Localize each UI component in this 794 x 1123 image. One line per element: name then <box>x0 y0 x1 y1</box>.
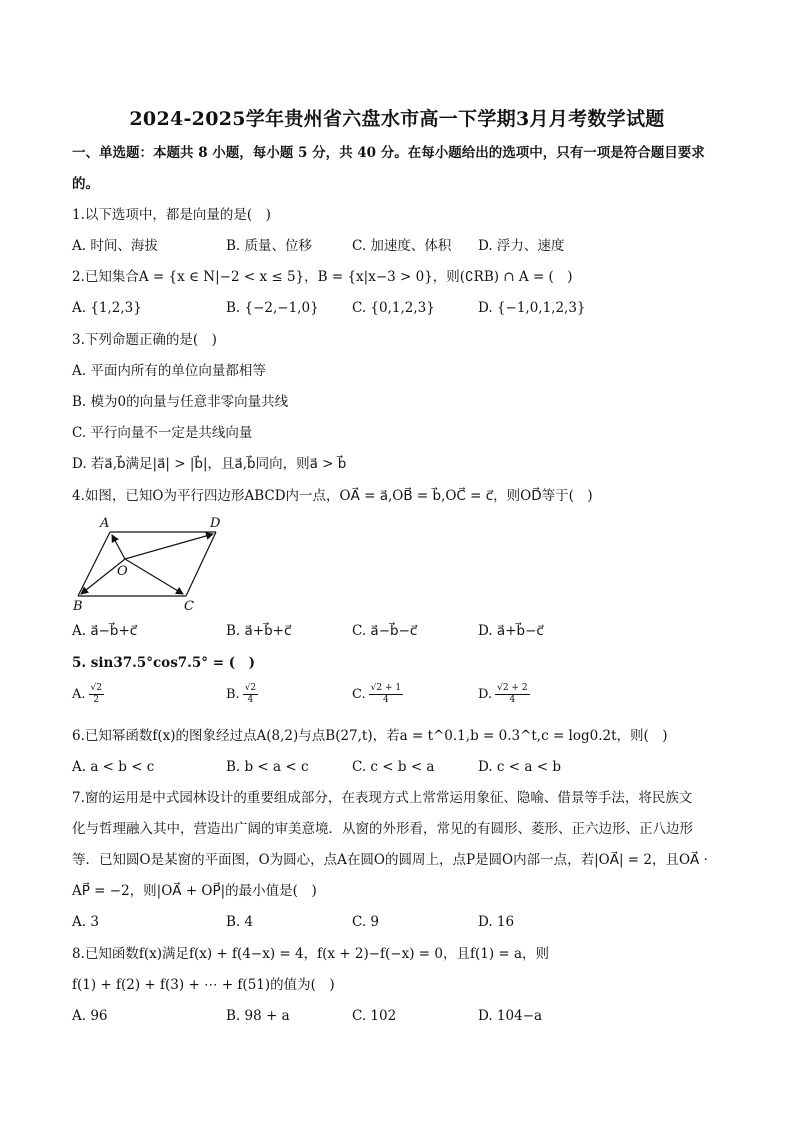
page-title: 2024-2025学年贵州省六盘水市高一下学期3月月考数学试题 <box>129 108 665 130</box>
question-4-stem: 4.如图，已知O为平行四边形ABCD内一点，OA⃗ = a⃗,OB⃗ = b⃗,OC⃗ = c⃗，则OD⃗等于( ) <box>72 488 593 504</box>
question-3-option-a: A. 平面内所有的单位向量都相等 <box>72 363 266 379</box>
question-5-option-c <box>352 683 403 706</box>
fraction-denominator: 4 <box>509 695 516 705</box>
vector-oc <box>125 559 183 594</box>
fraction-denominator: 4 <box>382 695 389 705</box>
vector-oa <box>112 535 125 559</box>
question-6-option-b: B. b < a < c <box>226 759 309 775</box>
section-instruction-line-2: 的。 <box>72 176 99 192</box>
option-label: B. <box>226 687 240 702</box>
fraction-numerator: √2 <box>244 683 257 693</box>
question-7-option-a: A. 3 <box>72 914 99 930</box>
question-2-option-b: B. {−2,−1,0} <box>226 300 319 316</box>
question-1-option-d: D. 浮力、速度 <box>478 238 565 254</box>
question-8-option-a: A. 96 <box>72 1008 108 1024</box>
fraction-numerator: √2 <box>90 683 102 693</box>
fraction-numerator: √2 + 1 <box>370 683 402 693</box>
question-4-option-a: A. a⃗−b⃗+c⃗ <box>72 623 138 639</box>
question-8-option-c: C. 102 <box>352 1008 397 1024</box>
option-label: D. <box>478 687 493 702</box>
label-d: D <box>210 516 221 531</box>
question-7-option-c: C. 9 <box>352 914 380 930</box>
label-a: A <box>100 516 110 531</box>
fraction-numerator: √2 + 2 <box>497 683 528 693</box>
question-4-option-d: D. a⃗+b⃗−c⃗ <box>478 623 544 639</box>
edge-ab <box>78 532 110 596</box>
question-6-option-a: A. a < b < c <box>72 759 155 775</box>
question-4-option-b: B. a⃗+b⃗+c⃗ <box>226 623 292 639</box>
question-7-option-b: B. 4 <box>226 914 254 930</box>
question-8-line-1: 8.已知函数f(x)满足f(x) + f(4−x) = 4，f(x + 2)−f(−x) = 0，且f(1) = a，则 <box>72 946 550 962</box>
question-3-option-b: B. 模为0的向量与任意非零向量共线 <box>72 394 289 410</box>
question-5-option-a <box>72 683 104 706</box>
question-3-option-c: C. 平行向量不一定是共线向量 <box>72 425 253 441</box>
vector-od <box>125 534 213 559</box>
question-6-stem: 6.已知幂函数f(x)的图象经过点A(8,2)与点B(27,t)，若a = t^0.1,b = 0.3^t,c = log0.2t，则( ) <box>72 728 668 744</box>
question-3-option-d: D. 若a⃗,b⃗满足|a⃗| > |b⃗|，且a⃗,b⃗同向，则a⃗ > b⃗ <box>72 456 347 472</box>
question-7-line-1: 7.窗的运用是中式园林设计的重要组成部分，在表现方式上常常运用象征、隐喻、借景等手法，将民族文 <box>72 790 693 806</box>
question-1-stem: 1.以下选项中，都是向量的是( ) <box>72 207 271 223</box>
question-5-option-d <box>478 683 530 706</box>
question-1-option-b: B. 质量、位移 <box>226 238 313 254</box>
question-7-line-2: 化与哲理融入其中，营造出广阔的审美意境．从窗的外形看，常见的有圆形、菱形、正六边形、正八边形 <box>72 821 693 837</box>
question-7-line-4: AP⃗ = −2，则|OA⃗ + OP⃗|的最小值是( ) <box>72 883 317 899</box>
question-7-line-3: 等．已知圆O是某窗的平面图，O为圆心，点A在圆O的圆周上，点P是圆O内部一点，若|OA⃗| = 2，且OA⃗ · <box>72 852 708 868</box>
fraction-denominator: 4 <box>247 695 254 705</box>
question-5-stem: 5. sin37.5°cos7.5° = ( ) <box>72 655 256 671</box>
label-o: O <box>117 564 128 579</box>
question-6-option-c: C. c < b < a <box>352 759 435 775</box>
question-7-option-d: D. 16 <box>478 914 515 930</box>
question-8-option-b: B. 98 + a <box>226 1008 290 1024</box>
question-2-stem: 2.已知集合A = {x ∈ N|−2 < x ≤ 5}，B = {x|x−3 > 0}，则(∁RB) ∩ A = ( ) <box>72 269 573 285</box>
section-instruction-line-1: 一、单选题：本题共 8 小题，每小题 5 分，共 40 分。在每小题给出的选项中，只有一项是符合题目要求 <box>72 145 705 161</box>
question-1-option-a: A. 时间、海拔 <box>72 238 158 254</box>
label-c: C <box>184 599 194 614</box>
question-8-line-2: f(1) + f(2) + f(3) + ⋯ + f(51)的值为( ) <box>72 977 335 993</box>
label-b: B <box>73 599 83 614</box>
question-6-option-d: D. c < a < b <box>478 759 561 775</box>
parallelogram-figure <box>70 514 230 614</box>
fraction-denominator: 2 <box>93 695 100 705</box>
option-label: A. <box>72 687 86 702</box>
question-2-option-d: D. {−1,0,1,2,3} <box>478 300 586 316</box>
question-2-option-a: A. {1,2,3} <box>72 300 142 316</box>
edge-cd <box>186 532 216 596</box>
option-label: C. <box>352 687 366 702</box>
question-5-option-b <box>226 683 258 706</box>
question-4-option-c: C. a⃗−b⃗−c⃗ <box>352 623 418 639</box>
question-8-option-d: D. 104−a <box>478 1008 543 1024</box>
question-1-option-c: C. 加速度、体积 <box>352 238 452 254</box>
question-3-stem: 3.下列命题正确的是( ) <box>72 332 217 348</box>
question-2-option-c: C. {0,1,2,3} <box>352 300 435 316</box>
